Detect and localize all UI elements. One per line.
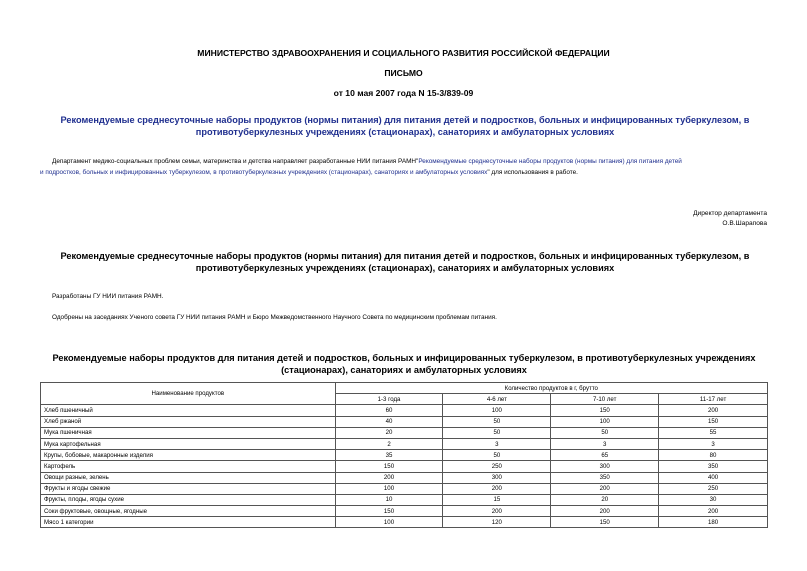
table-row bbox=[41, 438, 768, 449]
table-body bbox=[41, 405, 768, 528]
column-header-age-4: 11-17 лет bbox=[659, 394, 768, 405]
product-name: Мясо 1 категории bbox=[41, 517, 336, 528]
table-row bbox=[41, 461, 768, 472]
table-row bbox=[41, 506, 768, 517]
product-value: 100 bbox=[551, 416, 659, 427]
section-title-line2: противотуберкулезных учреждениях (стационарах), санаториях и амбулаторных условиях bbox=[195, 263, 615, 273]
product-name: Мука пшеничная bbox=[41, 427, 336, 438]
product-name: Соки фруктовые, овощные, ягодные bbox=[41, 506, 336, 517]
table-row bbox=[41, 450, 768, 461]
signature-block bbox=[693, 209, 767, 229]
product-name: Фрукты и ягоды свежие bbox=[41, 483, 336, 494]
section-title-line1: Рекомендуемые среднесуточные наборы продуктов (нормы питания) для питания детей и подростков, больных и инфицированных туберкулезом, в bbox=[60, 251, 750, 261]
product-value: 65 bbox=[551, 450, 659, 461]
product-name: Овощи разные, зелень bbox=[41, 472, 336, 483]
product-value: 200 bbox=[551, 506, 659, 517]
column-header-age-1: 1-3 года bbox=[335, 394, 443, 405]
product-value: 20 bbox=[551, 494, 659, 505]
approved-note: Одобрены на заседаниях Ученого совета ГУ НИИ питания РАМН и Бюро Межведомственного Научного Совета по медицинским проблемам питания. bbox=[52, 314, 497, 321]
product-name: Фрукты, плоды, ягоды сухие bbox=[41, 494, 336, 505]
product-value: 10 bbox=[335, 494, 443, 505]
product-value: 40 bbox=[335, 416, 443, 427]
column-header-age-2: 4-6 лет bbox=[443, 394, 551, 405]
product-value: 50 bbox=[443, 427, 551, 438]
product-value: 400 bbox=[659, 472, 768, 483]
product-value: 180 bbox=[659, 517, 768, 528]
letter-title-line1: Рекомендуемые среднесуточные наборы продуктов (нормы питания) для питания детей и подростков, больных и инфицированных туберкулезом, в bbox=[60, 115, 750, 125]
product-value: 30 bbox=[659, 494, 768, 505]
product-value: 250 bbox=[443, 461, 551, 472]
intro-text-before: Департамент медико-социальных проблем семьи, материнства и детства направляет разработанные НИИ питания РАМН" bbox=[52, 158, 419, 165]
document-type: ПИСЬМО bbox=[384, 68, 423, 78]
intro-text-after: " для использования в работе. bbox=[487, 169, 578, 176]
product-value: 3 bbox=[551, 438, 659, 449]
table-row bbox=[41, 494, 768, 505]
letter-title-line2: противотуберкулезных учреждениях (стационарах), санаториях и амбулаторных условиях bbox=[195, 127, 615, 137]
product-value: 55 bbox=[659, 427, 768, 438]
product-value: 50 bbox=[443, 416, 551, 427]
product-value: 120 bbox=[443, 517, 551, 528]
ministry-header: МИНИСТЕРСТВО ЗДРАВООХРАНЕНИЯ И СОЦИАЛЬНОГО РАЗВИТИЯ РОССИЙСКОЙ ФЕДЕРАЦИИ bbox=[197, 48, 610, 58]
product-value: 200 bbox=[443, 506, 551, 517]
product-value: 3 bbox=[659, 438, 768, 449]
table-title bbox=[40, 352, 768, 376]
product-value: 150 bbox=[335, 461, 443, 472]
document-date-number: от 10 мая 2007 года N 15-3/839-09 bbox=[333, 88, 474, 98]
product-value: 150 bbox=[551, 405, 659, 416]
product-value: 200 bbox=[551, 483, 659, 494]
table-row bbox=[41, 416, 768, 427]
product-value: 100 bbox=[335, 483, 443, 494]
product-value: 200 bbox=[443, 483, 551, 494]
product-value: 300 bbox=[551, 461, 659, 472]
product-value: 350 bbox=[551, 472, 659, 483]
column-header-name: Наименование продуктов bbox=[41, 383, 336, 405]
product-value: 50 bbox=[443, 450, 551, 461]
table-row bbox=[41, 517, 768, 528]
developed-note: Разработаны ГУ НИИ питания РАМН. bbox=[52, 293, 164, 300]
section-title bbox=[60, 250, 750, 274]
product-value: 150 bbox=[551, 517, 659, 528]
product-value: 350 bbox=[659, 461, 768, 472]
product-value: 250 bbox=[659, 483, 768, 494]
product-value: 15 bbox=[443, 494, 551, 505]
product-value: 200 bbox=[659, 405, 768, 416]
intro-link-line2[interactable]: и подростков, больных и инфицированных туберкулезом, в противотуберкулезных учреждениях (стационарах), санаториях и амбулаторных условиях bbox=[40, 169, 488, 176]
table-title-line2: (стационарах), санаториях и амбулаторных условиях bbox=[281, 365, 527, 375]
product-value: 60 bbox=[335, 405, 443, 416]
signature-name: О.В.Шарапова bbox=[722, 220, 767, 227]
product-value: 300 bbox=[443, 472, 551, 483]
table-row bbox=[41, 405, 768, 416]
product-value: 150 bbox=[659, 416, 768, 427]
table-row bbox=[41, 472, 768, 483]
table-row bbox=[41, 427, 768, 438]
table-row bbox=[41, 483, 768, 494]
product-value: 80 bbox=[659, 450, 768, 461]
product-name: Картофель bbox=[41, 461, 336, 472]
column-header-age-3: 7-10 лет bbox=[551, 394, 659, 405]
intro-paragraph bbox=[40, 156, 775, 178]
product-value: 50 bbox=[551, 427, 659, 438]
product-value: 20 bbox=[335, 427, 443, 438]
letter-title[interactable] bbox=[60, 114, 750, 138]
product-value: 3 bbox=[443, 438, 551, 449]
column-header-quantity: Количество продуктов в г, брутто bbox=[335, 383, 767, 394]
product-value: 2 bbox=[335, 438, 443, 449]
product-value: 35 bbox=[335, 450, 443, 461]
product-name: Мука картофельная bbox=[41, 438, 336, 449]
product-value: 150 bbox=[335, 506, 443, 517]
signature-position: Директор департамента bbox=[693, 210, 767, 217]
product-name: Хлеб пшеничный bbox=[41, 405, 336, 416]
product-value: 100 bbox=[335, 517, 443, 528]
product-name: Крупы, бобовые, макаронные изделия bbox=[41, 450, 336, 461]
product-value: 100 bbox=[443, 405, 551, 416]
product-name: Хлеб ржаной bbox=[41, 416, 336, 427]
table-title-line1: Рекомендуемые наборы продуктов для питания детей и подростков, больных и инфицированных туберкулезом, в противотуберкулезных учреждениях bbox=[52, 353, 756, 363]
intro-link-line1[interactable]: Рекомендуемые среднесуточные наборы продуктов (нормы питания) для питания детей bbox=[418, 158, 682, 165]
products-table bbox=[40, 382, 768, 528]
product-value: 200 bbox=[659, 506, 768, 517]
table-header-row bbox=[41, 383, 768, 394]
product-value: 200 bbox=[335, 472, 443, 483]
